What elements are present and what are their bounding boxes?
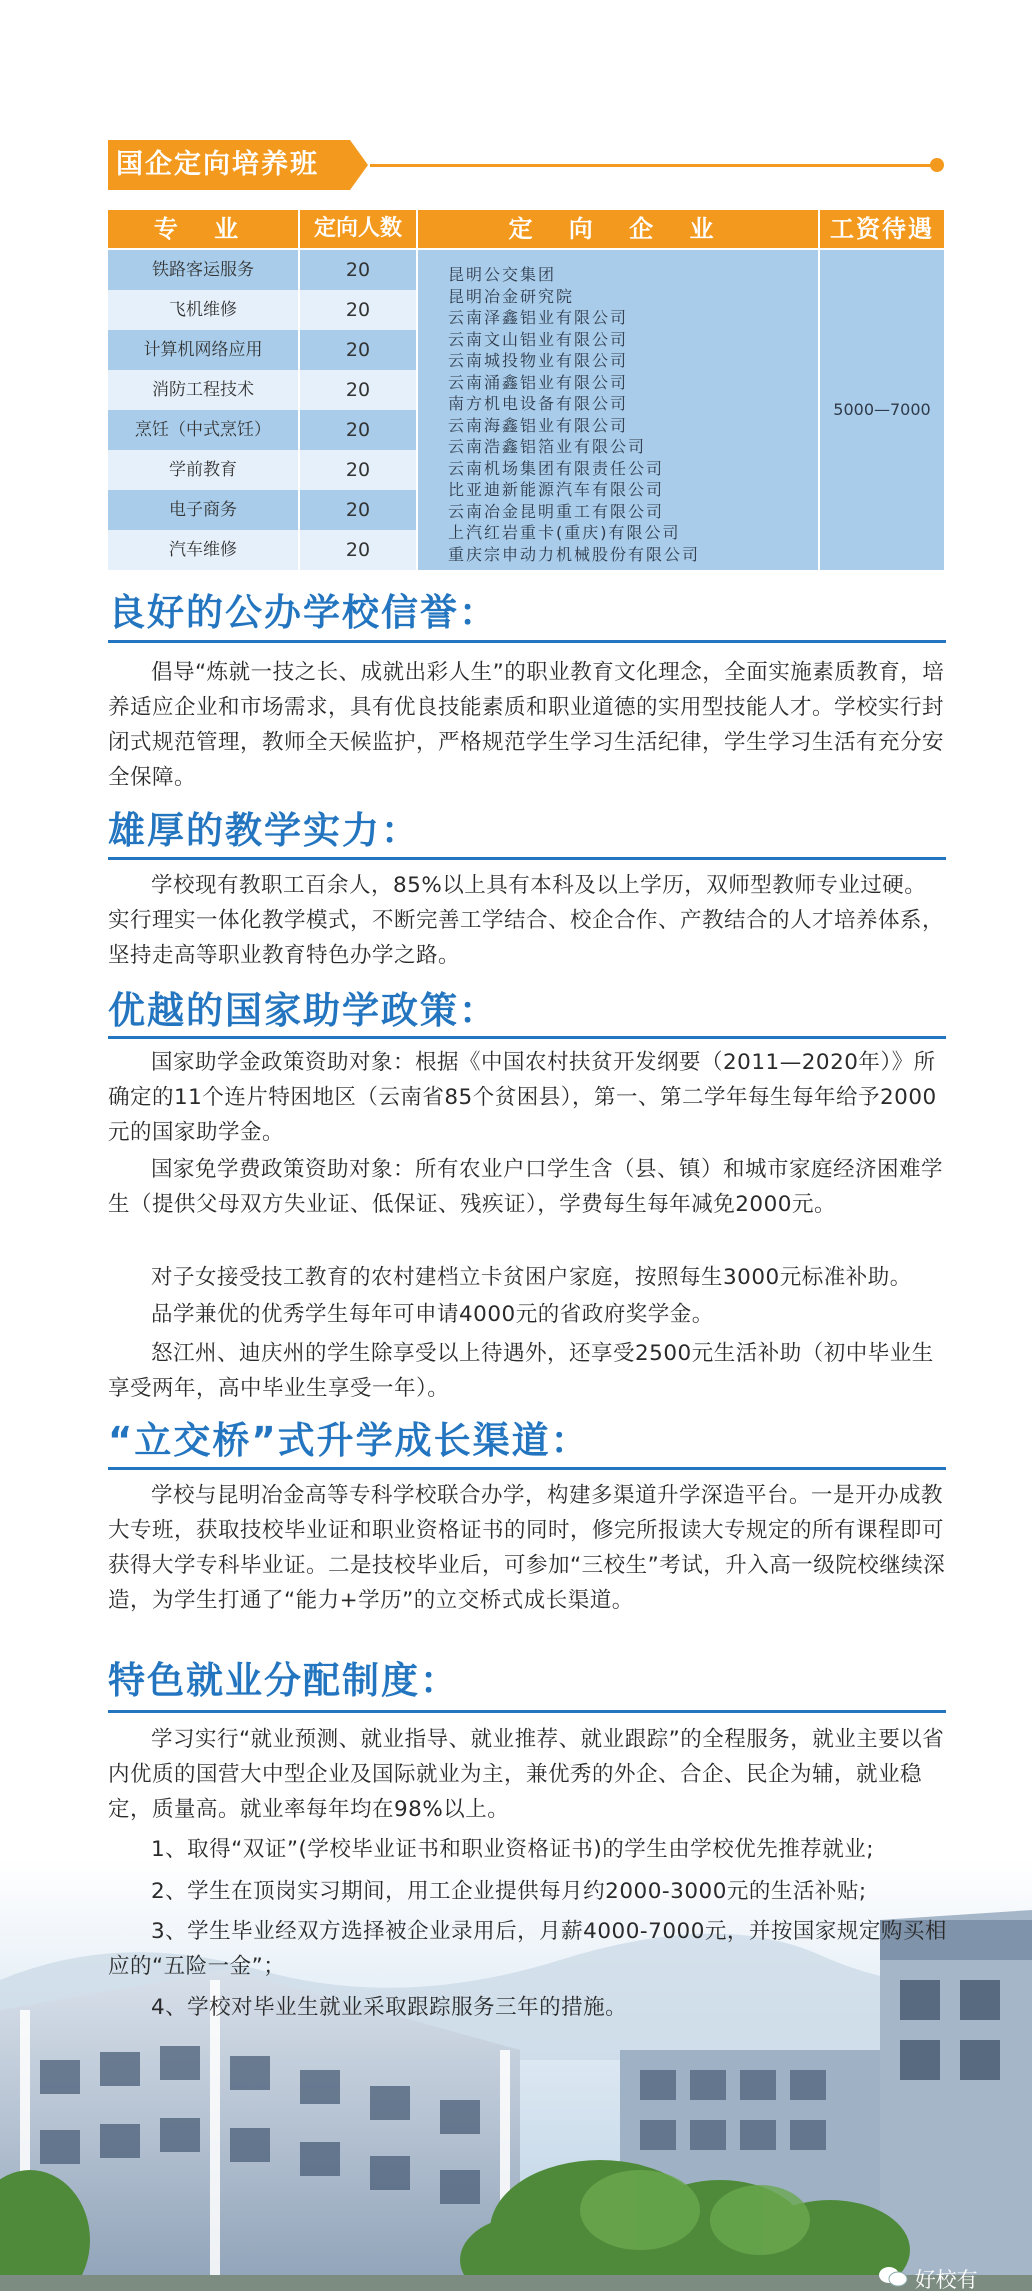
- enterprise-item: 云南涌鑫铝业有限公司: [448, 372, 629, 392]
- reputation-paragraph: 倡导“炼就一技之长、成就出彩人生”的职业教育文化理念，全面实施素质教育，培养适应企业和市场需求，具有优良技能素质和职业道德的实用型技能人才。学校实行封闭式规范管理，教师全天候监护，严格规范学生学习生活纪律，学生学习生活有充分安全保障。: [108, 660, 945, 790]
- section-divider: [108, 1710, 946, 1713]
- aid-paragraph-2: 国家免学费政策资助对象：所有农业户口学生含（县、镇）和城市家庭经济困难学生（提供父母双方失业证、低保证、残疾证），学费每生每年减免2000元。: [108, 1157, 944, 1217]
- enterprise-item: 云南泽鑫铝业有限公司: [448, 308, 629, 327]
- header-wage: 工资待遇: [820, 210, 944, 248]
- major-cell: 电子商务: [108, 490, 298, 530]
- table-row: [108, 330, 416, 370]
- count-cell: 20: [300, 370, 416, 410]
- major-cell: 烹饪（中式烹饪）: [108, 410, 298, 450]
- section-title-overpass: “立交桥”式升学成长渠道：: [108, 1419, 590, 1462]
- table-row: [108, 410, 416, 450]
- enterprise-item: 南方机电设备有限公司: [448, 394, 629, 413]
- banner-dot-icon: [930, 158, 944, 172]
- count-cell: 20: [300, 490, 416, 530]
- major-cell: 铁路客运服务: [108, 250, 298, 290]
- table-row: [108, 490, 416, 530]
- teaching-paragraph: 学校现有教职工百余人，85%以上具有本科及以上学历，双师型教师专业过硬。实行理实一体化教学模式，不断完善工学结合、校企合作、产教结合的人才培养体系，坚持走高等职业教育特色办学之路。: [108, 873, 945, 968]
- enterprise-list: [418, 250, 818, 570]
- major-rows: [108, 250, 416, 570]
- major-cell: 计算机网络应用: [108, 330, 298, 370]
- enterprise-item: 上汽红岩重卡(重庆)有限公司: [448, 523, 681, 542]
- header-count: 定向人数: [300, 210, 416, 248]
- enterprise-item: 云南机场集团有限责任公司: [448, 458, 665, 478]
- count-cell: 20: [300, 410, 416, 450]
- table-row: [108, 370, 416, 410]
- count-cell: 20: [300, 250, 416, 290]
- employment-item-1: 1、取得“双证”(学校毕业证书和职业资格证书)的学生由学校优先推荐就业;: [151, 1837, 874, 1862]
- employment-item-2: 2、学生在顶岗实习期间，用工企业提供每月约2000-3000元的生活补贴;: [151, 1879, 867, 1904]
- count-cell: 20: [300, 450, 416, 490]
- table-row: [108, 290, 416, 330]
- table-row: [108, 250, 416, 290]
- section-divider: [108, 1467, 946, 1470]
- employment-paragraph: 学习实行“就业预测、就业指导、就业推荐、就业跟踪”的全程服务，就业主要以省内优质的国营大中型企业及国际就业为主，兼优秀的外企、合企、民企为辅，就业稳定，质量高。就业率每年均在98%以上。: [108, 1727, 945, 1822]
- section-title-aid-policy: 优越的国家助学政策：: [108, 989, 498, 1032]
- logo-text: 好校有: [914, 2268, 978, 2292]
- enterprise-item: 昆明冶金研究院: [448, 286, 575, 306]
- enterprise-item: 比亚迪新能源汽车有限公司: [448, 480, 665, 499]
- enterprise-item: 云南城投物业有限公司: [448, 351, 629, 370]
- table-row: [108, 530, 416, 570]
- section-banner: [108, 140, 944, 190]
- section-title-employment: 特色就业分配制度：: [108, 1659, 459, 1702]
- aid-paragraph-1: 国家助学金政策资助对象：根据《中国农村扶贫开发纲要（2011—2020年）》所确定的11个连片特困地区（云南省85个贫困县），第一、第二学年每生每年给予2000元的国家助学金。: [108, 1050, 937, 1145]
- section-divider: [108, 1036, 946, 1039]
- major-cell: 学前教育: [108, 450, 298, 490]
- employment-item-4: 4、学校对毕业生就业采取跟踪服务三年的措施。: [151, 1995, 628, 2020]
- count-cell: 20: [300, 330, 416, 370]
- enterprise-item: 云南冶金昆明重工有限公司: [448, 501, 665, 521]
- section-divider: [108, 857, 946, 860]
- aid-paragraph-3: 对子女接受技工教育的农村建档立卡贫困户家庭，按照每生3000元标准补助。: [151, 1265, 912, 1290]
- header-major: 专 业: [108, 210, 298, 248]
- enrollment-table: [108, 210, 944, 570]
- aid-paragraph-4: 品学兼优的优秀学生每年可申请4000元的省政府奖学金。: [151, 1302, 714, 1327]
- header-enterprise: 定 向 企 业: [418, 210, 818, 248]
- wechat-icon: [878, 2270, 915, 2294]
- watermark-logo: [878, 2264, 978, 2294]
- major-cell: 消防工程技术: [108, 370, 298, 410]
- enterprise-item: 重庆宗申动力机械股份有限公司: [448, 544, 701, 564]
- table-row: [108, 450, 416, 490]
- major-cell: 汽车维修: [108, 530, 298, 570]
- count-cell: 20: [300, 530, 416, 570]
- section-title-reputation: 良好的公办学校信誉：: [108, 591, 498, 634]
- banner-divider: [370, 164, 934, 167]
- section-divider: [108, 640, 946, 643]
- enterprise-item: 昆明公交集团: [448, 265, 557, 284]
- section-title-teaching: 雄厚的教学实力：: [108, 809, 420, 852]
- overpass-paragraph: 学校与昆明冶金高等专科学校联合办学，构建多渠道升学深造平台。一是开办成教大专班，获取技校毕业证和职业资格证书的同时，修完所报读大专规定的所有课程即可获得大学专科毕业证。二是技校毕业后，可参加“三校生”考试，升入高一级院校继续深造，为学生打通了“能力+学历”的立交桥式成长渠道。: [108, 1483, 946, 1613]
- count-cell: 20: [300, 290, 416, 330]
- banner-title: 国企定向培养班: [108, 140, 350, 190]
- aid-paragraph-5: 怒江州、迪庆州的学生除享受以上待遇外，还享受2500元生活补助（初中毕业生享受两年，高中毕业生享受一年）。: [108, 1341, 934, 1401]
- employment-item-3: 3、学生毕业经双方选择被企业录用后，月薪4000-7000元，并按国家规定购买相应的“五险一金”；: [108, 1919, 947, 1979]
- enterprise-item: 云南海鑫铝业有限公司: [448, 415, 629, 435]
- major-cell: 飞机维修: [108, 290, 298, 330]
- enterprise-item: 云南浩鑫铝箔业有限公司: [448, 437, 647, 456]
- wage-cell: 5000—7000: [820, 250, 944, 570]
- enterprise-item: 云南文山铝业有限公司: [448, 329, 629, 349]
